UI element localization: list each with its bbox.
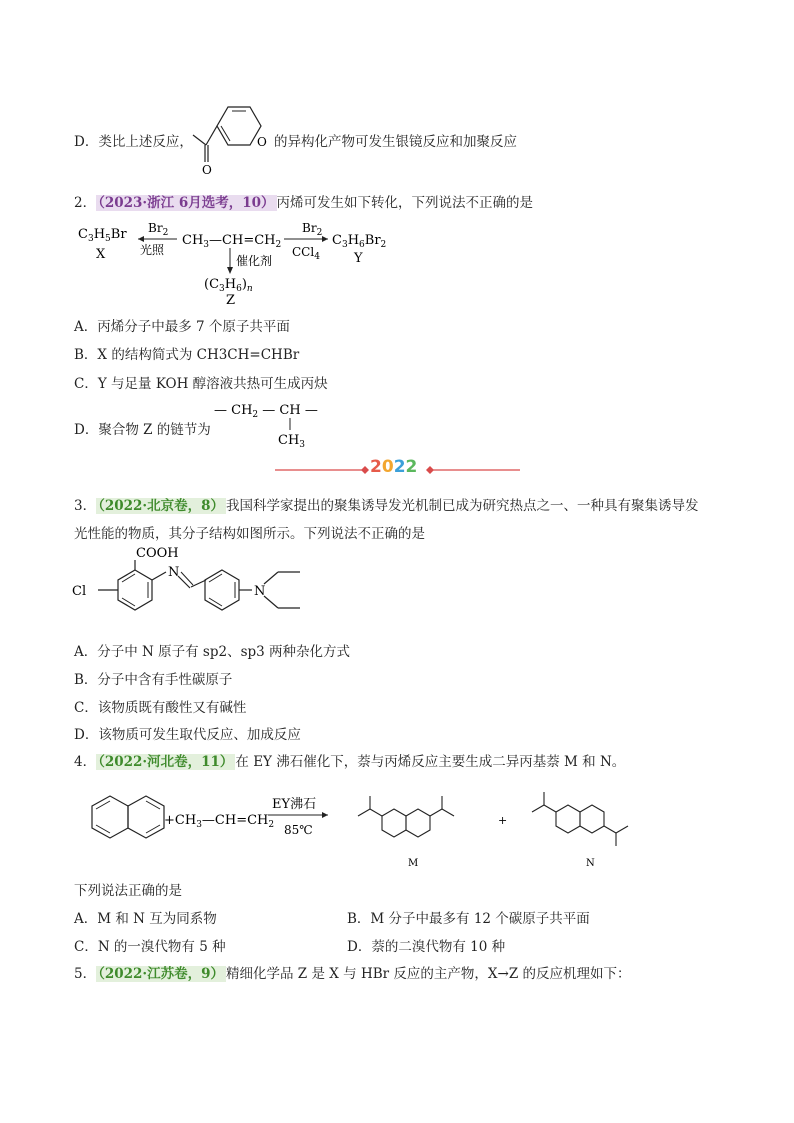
q3-number: 3．	[74, 498, 97, 514]
svg-text:— CH2 — CH —: — $CH_2$ — CH —	[214, 403, 318, 420]
svg-text:CH3: $CH_3$	[278, 433, 306, 448]
q2-option-c: C．Y 与足量 KOH 醇溶液共热可生成丙炔	[74, 376, 328, 392]
q4-stem	[74, 750, 625, 770]
q4-plus: +	[498, 814, 508, 827]
q3-source-tag: （2022·北京卷，8）	[98, 498, 225, 514]
svg-text:CH3—CH=CH2: $CH_3—CH=CH_2$	[182, 233, 282, 250]
q4-label-m: M	[408, 858, 419, 869]
svg-text:X: X	[96, 247, 106, 262]
q4-option-b: B．M 分子中最多有 12 个碳原子共平面	[347, 911, 590, 927]
q3-option-a: A．分子中 N 原子有 sp2、sp3 两种杂化方式	[74, 644, 351, 660]
q4-question: 在 EY 沸石催化下，萘与丙烯反应主要生成二异丙基萘 M 和 N。	[235, 754, 626, 770]
svg-text:Br2: $Br_2$	[148, 221, 169, 238]
q3-stem-line2: 光性能的物质，其分子结构如图所示。下列说法不正确的是	[74, 526, 425, 542]
q3-option-c: C．该物质既有酸性又有碱性	[74, 700, 247, 716]
q4-option-d: D．萘的二溴代物有 10 种	[347, 939, 506, 955]
svg-text:Y: Y	[354, 251, 363, 266]
q3-stem-line1	[74, 494, 699, 514]
q5-question: 精细化学品 Z 是 X 与 HBr 反应的主产物，X→Z 的反应机理如下：	[226, 966, 631, 982]
svg-text:C3H5Br: $C_3H_5Br$	[78, 227, 127, 244]
q3-question-1: 我国科学家提出的聚集诱导发光机制已成为研究热点之一、一种具有聚集诱导发	[226, 498, 699, 514]
svg-text:Z: Z	[226, 293, 236, 308]
q5-source-tag: （2022·江苏卷，9）	[98, 966, 225, 982]
q3-cooh-label: COOH	[136, 546, 179, 561]
svg-text:O: O	[202, 163, 212, 177]
q4-option-a: A．M 和 N 互为同系物	[74, 911, 217, 927]
q2-option-b: B．X 的结构简式为 CH3CH=CHBr	[74, 347, 300, 363]
q2-number: 2．	[74, 195, 97, 211]
q3-n2-label: N	[254, 584, 266, 599]
q2-chain-unit	[212, 398, 322, 448]
q1-option-d	[74, 130, 193, 150]
q1-option-d-post: 的异构化产物可发生银镜反应和加聚反应	[274, 134, 517, 150]
q3-molecule	[70, 540, 330, 630]
q3-n1-label: N	[168, 565, 180, 580]
svg-text:(C3H6)n: $(C_3H_6)_n$	[204, 277, 253, 294]
svg-text:EY沸石: EY沸石	[272, 797, 317, 812]
q1-oxygen-label: O	[257, 135, 267, 149]
svg-text:催化剂: 催化剂	[236, 254, 273, 268]
q2-stem	[74, 191, 533, 211]
q2-reaction-scheme	[74, 218, 404, 308]
svg-text:Br2: $Br_2$	[302, 221, 323, 238]
svg-text:C3H6Br2: $C_3H_6Br_2$	[332, 233, 387, 250]
svg-text:光照: 光照	[140, 243, 165, 257]
svg-text:85℃: 85℃	[284, 823, 313, 837]
q2-question: 丙烯可发生如下转化，下列说法不正确的是	[276, 195, 533, 211]
q4-ask: 下列说法正确的是	[74, 883, 182, 899]
q4-reaction-scheme	[70, 772, 680, 872]
q4-label-n: N	[586, 858, 595, 869]
svg-text:+CH3—CH=CH2: $+CH_3—CH=CH_2$	[164, 813, 275, 830]
q5-stem	[74, 962, 631, 982]
q4-number: 4．	[74, 754, 97, 770]
q2-option-a: A．丙烯分子中最多 7 个原子共平面	[74, 319, 290, 335]
year-label: 2022	[370, 457, 418, 477]
q1-option-d-pre: D．类比上述反应，	[74, 134, 193, 150]
q4-option-c: C．N 的一溴代物有 5 种	[74, 939, 226, 955]
q4-source-tag: （2022·河北卷，11）	[98, 754, 234, 770]
q5-number: 5．	[74, 966, 97, 982]
q3-option-b: B．分子中含有手性碳原子	[74, 672, 233, 688]
q1-structure-image	[188, 92, 278, 178]
q2-option-d: D．聚合物 Z 的链节为	[74, 422, 211, 438]
q2-source-tag: （2023·浙江 6月选考，10）	[98, 195, 275, 211]
q3-cl-label: Cl	[72, 584, 87, 599]
q3-option-d: D．该物质可发生取代反应、加成反应	[74, 727, 301, 743]
svg-text:CCl4: CCl$_4$	[292, 245, 320, 262]
